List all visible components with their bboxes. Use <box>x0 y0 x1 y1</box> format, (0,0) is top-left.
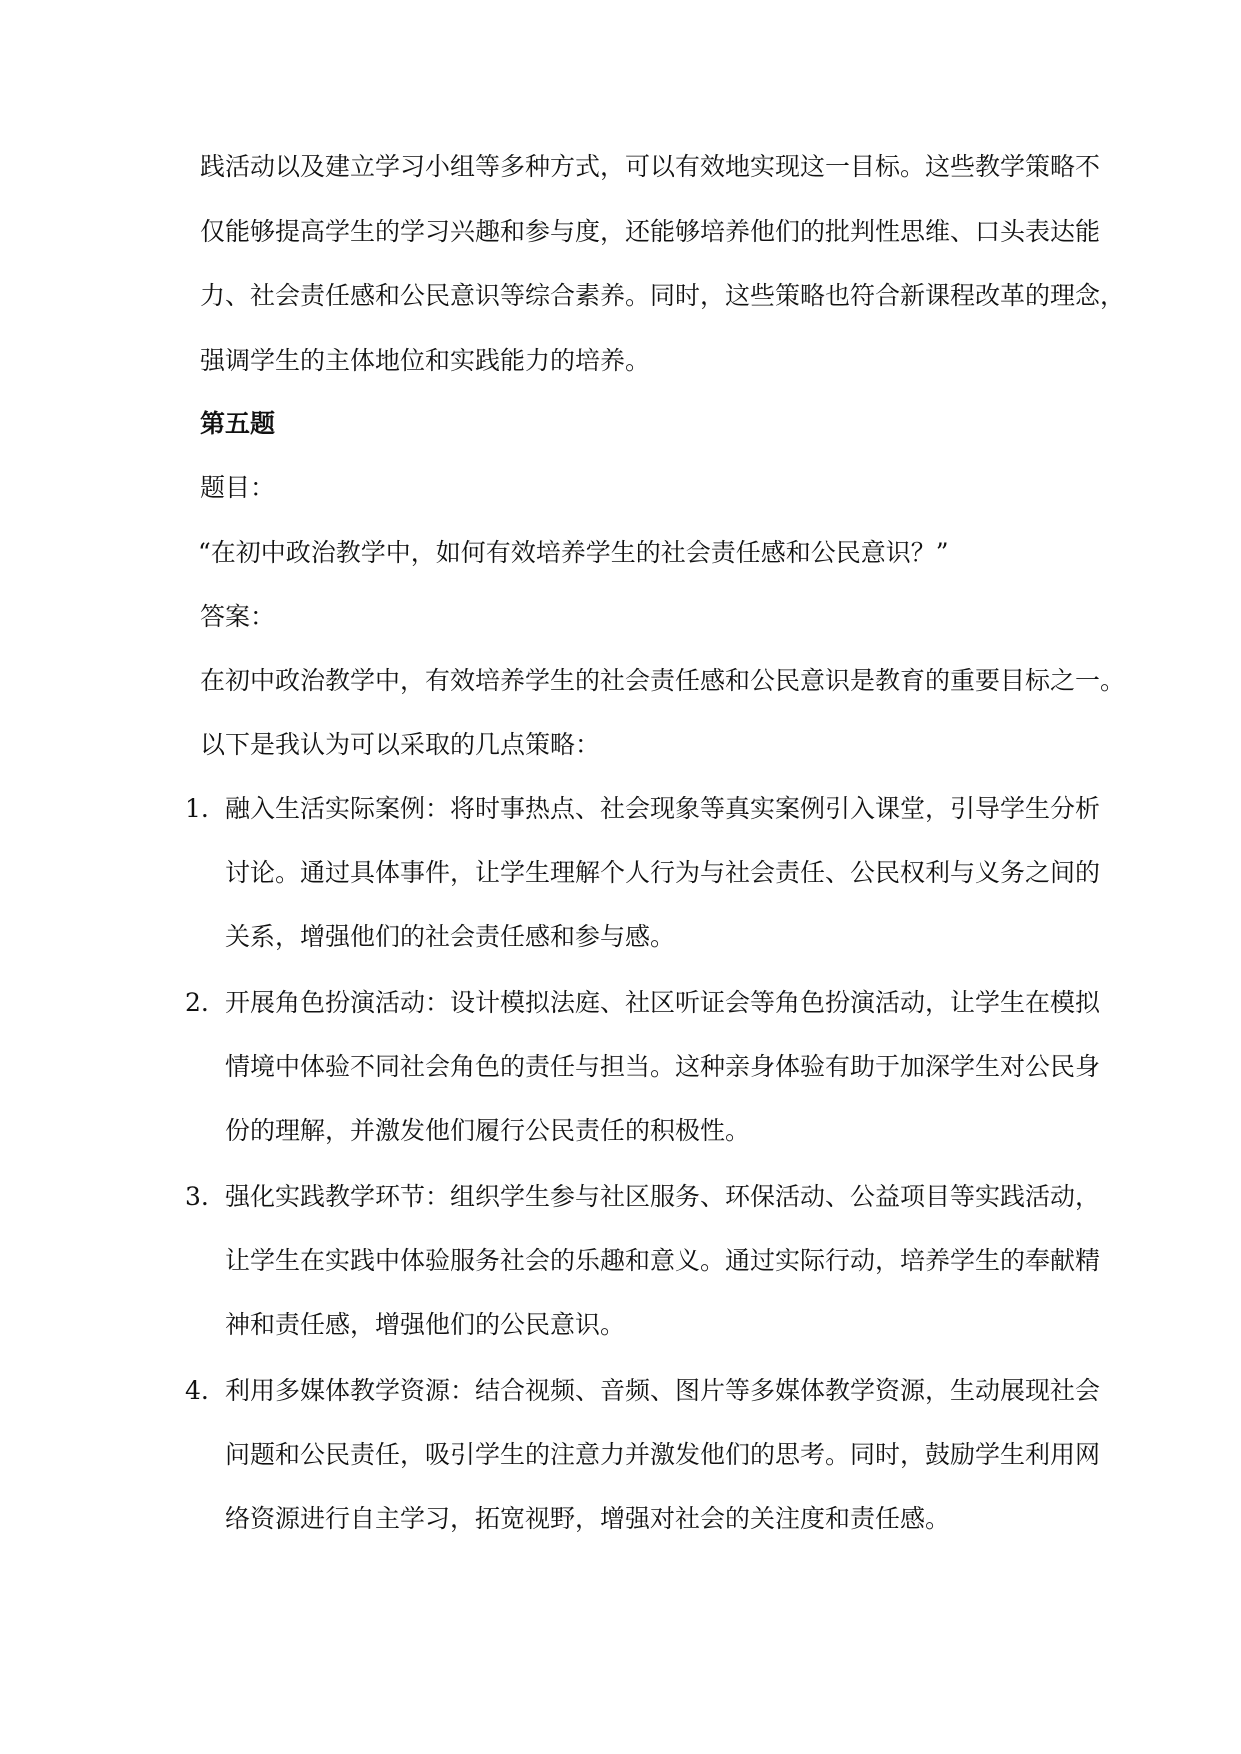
intro-line-4: 强调学生的主体地位和实践能力的培养。 <box>200 346 651 375</box>
list-item-number: 2. <box>185 988 209 1017</box>
list-item-number: 1. <box>185 794 209 823</box>
list-item-line: 融入生活实际案例：将时事热点、社会现象等真实案例引入课堂，引导学生分析 <box>225 794 1101 823</box>
answer-label: 答案： <box>200 602 276 631</box>
section-title: 第五题 <box>200 409 276 438</box>
list-item-line: 络资源进行自主学习，拓宽视野，增强对社会的关注度和责任感。 <box>225 1504 951 1533</box>
intro-line-3: 力、社会责任感和公民意识等综合素养。同时，这些策略也符合新课程改革的理念， <box>200 281 1126 310</box>
list-item-number: 3. <box>185 1182 209 1211</box>
answer-intro-line-1: 在初中政治教学中，有效培养学生的社会责任感和公民意识是教育的重要目标之一。 <box>200 666 1126 695</box>
list-item-number: 4. <box>185 1376 209 1405</box>
list-item-line: 讨论。通过具体事件，让学生理解个人行为与社会责任、公民权利与义务之间的 <box>225 858 1101 887</box>
list-item-line: 开展角色扮演活动：设计模拟法庭、社区听证会等角色扮演活动，让学生在模拟 <box>225 988 1101 1017</box>
list-item-line: 关系，增强他们的社会责任感和参与感。 <box>225 922 676 951</box>
question-label: 题目： <box>200 473 276 502</box>
intro-line-1: 践活动以及建立学习小组等多种方式，可以有效地实现这一目标。这些教学策略不 <box>200 152 1101 181</box>
list-item-line: 让学生在实践中体验服务社会的乐趣和意义。通过实际行动，培养学生的奉献精 <box>225 1246 1101 1275</box>
answer-intro-line-2: 以下是我认为可以采取的几点策略： <box>200 730 601 759</box>
intro-line-2: 仅能够提高学生的学习兴趣和参与度，还能够培养他们的批判性思维、口头表达能 <box>200 217 1101 246</box>
list-item-line: 神和责任感，增强他们的公民意识。 <box>225 1310 626 1339</box>
list-item-line: 利用多媒体教学资源：结合视频、音频、图片等多媒体教学资源，生动展现社会 <box>225 1376 1101 1405</box>
list-item-line: 问题和公民责任，吸引学生的注意力并激发他们的思考。同时，鼓励学生利用网 <box>225 1440 1101 1469</box>
question-text: “在初中政治教学中，如何有效培养学生的社会责任感和公民意识？” <box>198 538 949 567</box>
list-item-line: 情境中体验不同社会角色的责任与担当。这种亲身体验有助于加深学生对公民身 <box>225 1052 1101 1081</box>
list-item-line: 强化实践教学环节：组织学生参与社区服务、环保活动、公益项目等实践活动， <box>225 1182 1101 1211</box>
list-item-line: 份的理解，并激发他们履行公民责任的积极性。 <box>225 1116 751 1145</box>
